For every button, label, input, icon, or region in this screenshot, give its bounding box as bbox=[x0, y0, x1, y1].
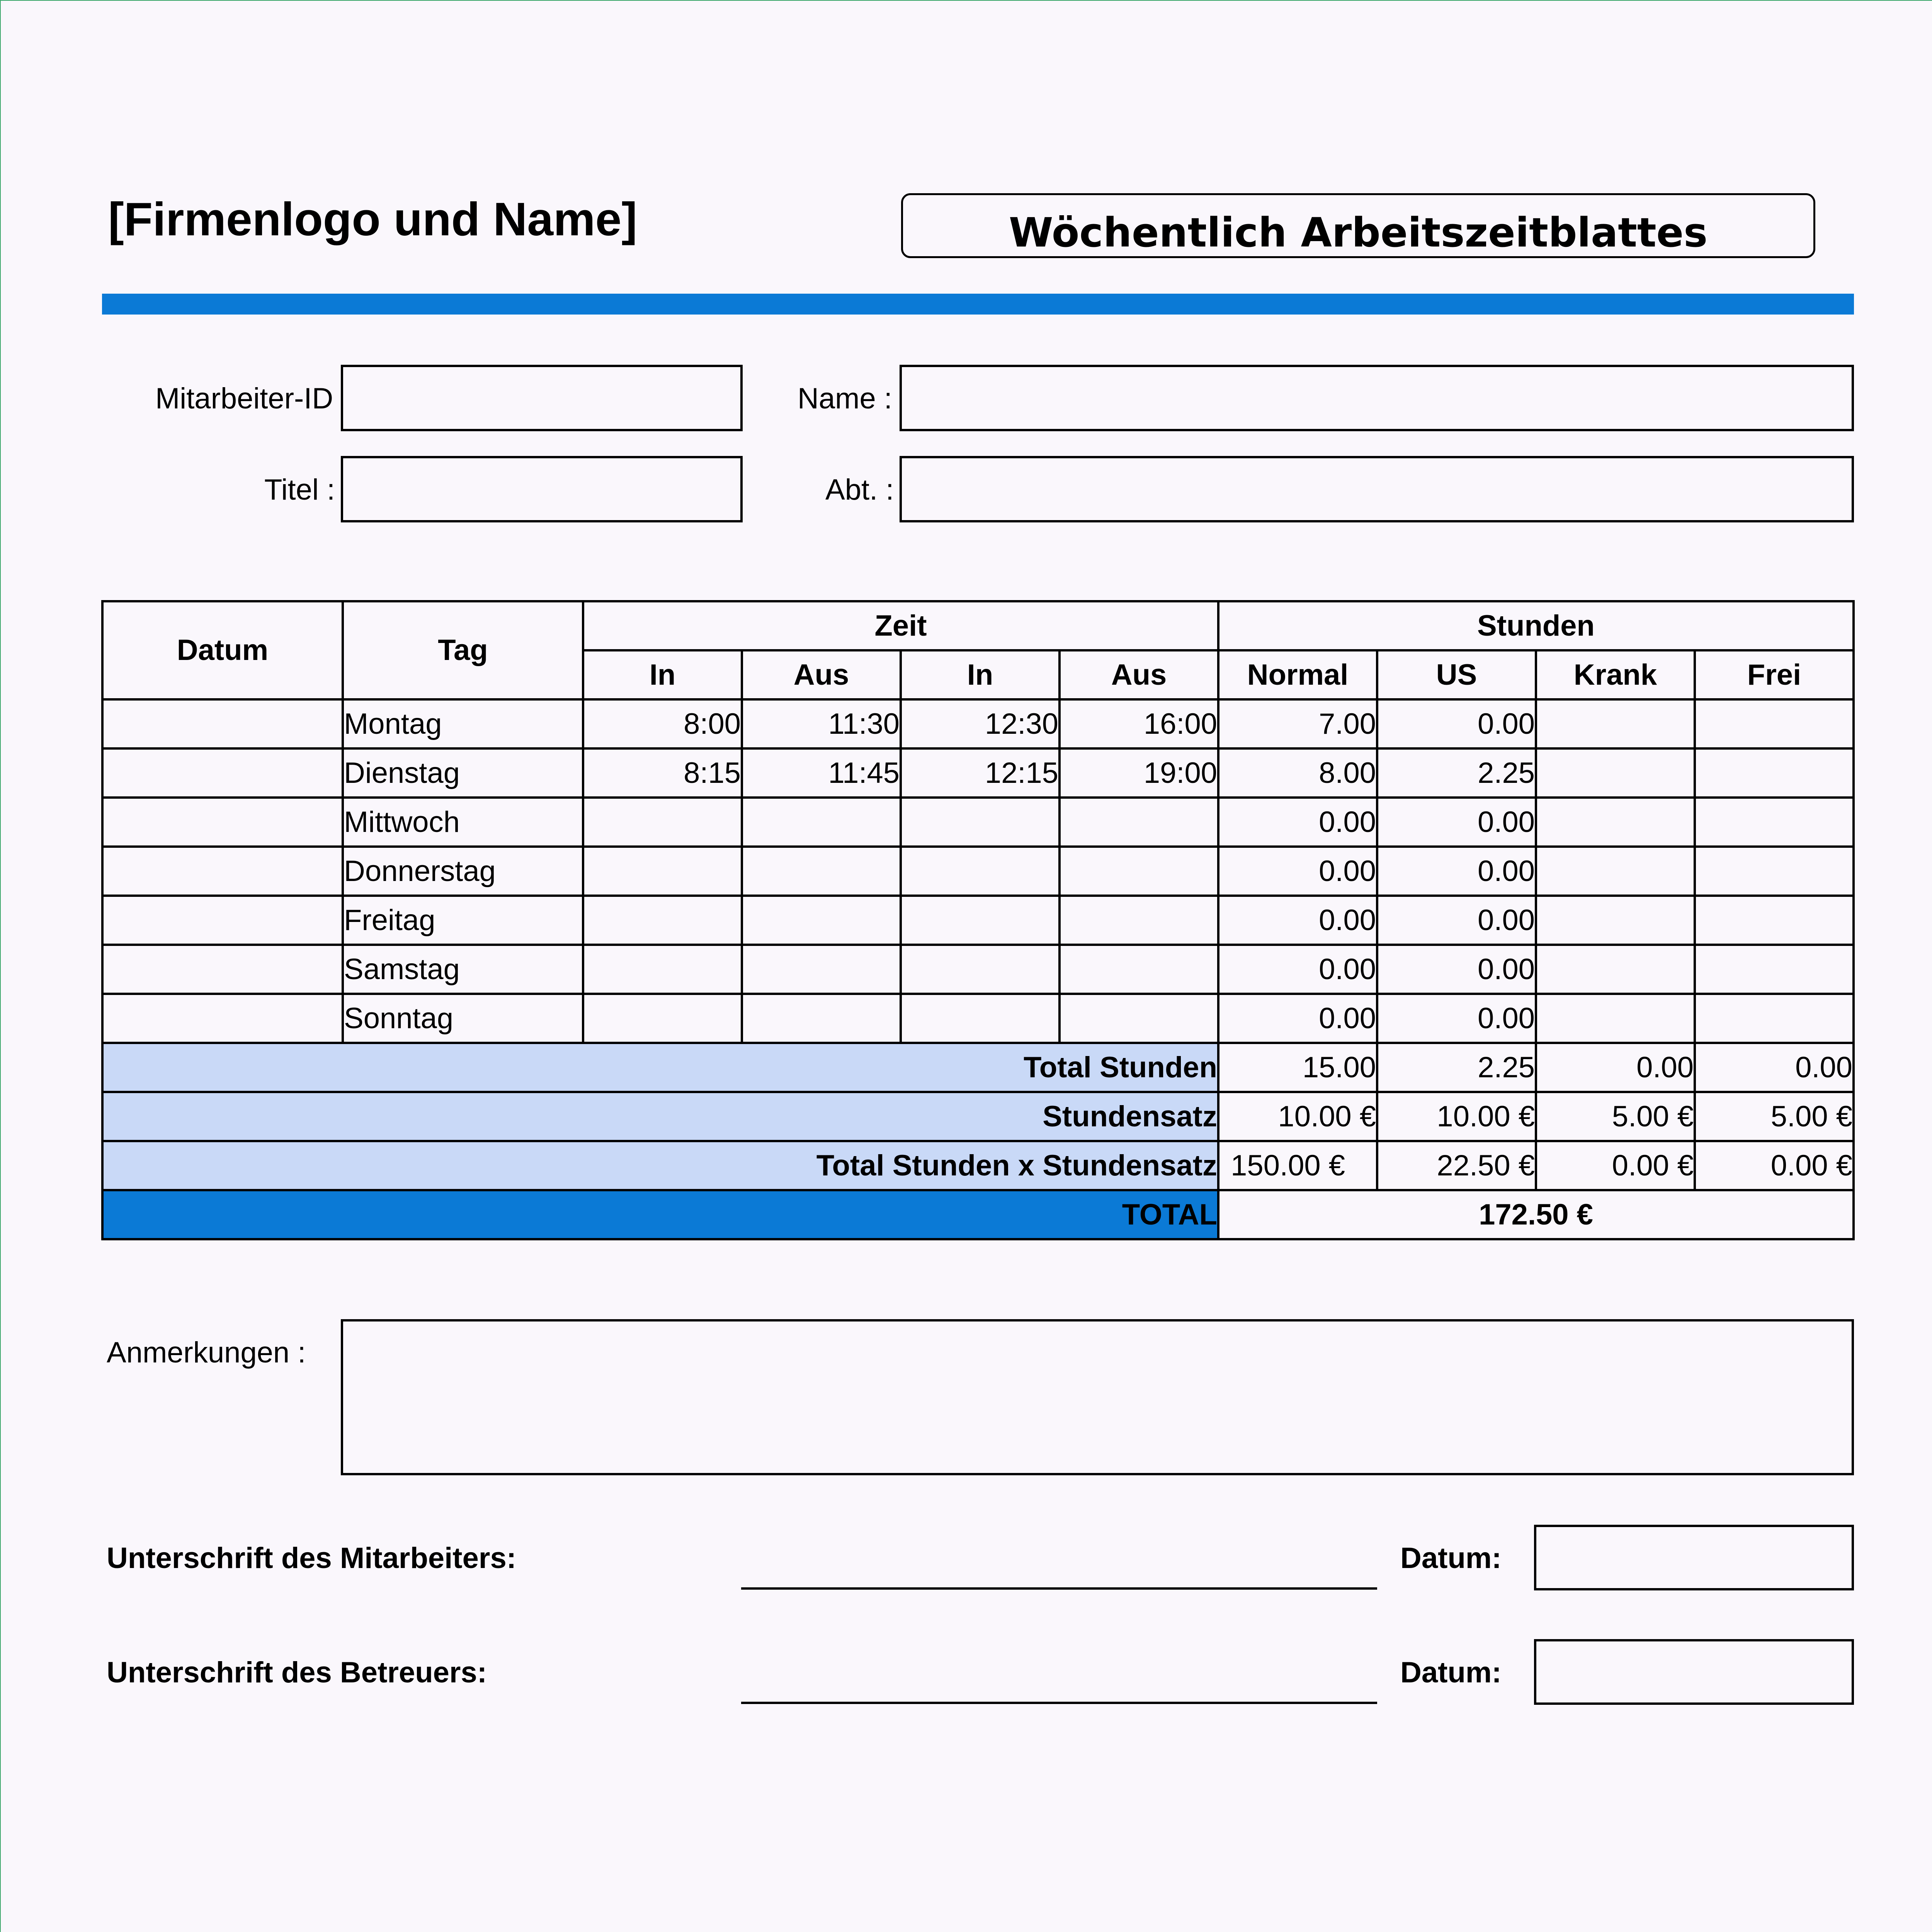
group-header-stunden: Stunden bbox=[1218, 601, 1854, 650]
column-header-krank: Krank bbox=[1536, 650, 1695, 699]
timesheet-table bbox=[101, 600, 1855, 1240]
time-in-2-cell[interactable] bbox=[901, 798, 1060, 847]
employee-id-field[interactable] bbox=[341, 365, 743, 431]
column-header-frei: Frei bbox=[1695, 650, 1854, 699]
time-in-1-cell[interactable]: 8:00 bbox=[583, 699, 742, 748]
column-header-aus-2: Aus bbox=[1060, 650, 1218, 699]
hours-us-cell: 0.00 bbox=[1377, 994, 1536, 1043]
date-cell[interactable] bbox=[102, 994, 343, 1043]
summary-krank-cell[interactable]: 5.00 € bbox=[1536, 1092, 1695, 1141]
grand-total-value: 172.50 € bbox=[1218, 1190, 1854, 1239]
group-header-zeit: Zeit bbox=[583, 601, 1218, 650]
hours-frei-cell[interactable] bbox=[1695, 896, 1854, 945]
date-cell[interactable] bbox=[102, 896, 343, 945]
table-row bbox=[102, 699, 1854, 748]
title-label: Titel : bbox=[264, 473, 335, 506]
time-in-1-cell[interactable] bbox=[583, 945, 742, 994]
title-field[interactable] bbox=[341, 456, 743, 522]
hours-us-cell: 0.00 bbox=[1377, 847, 1536, 896]
hours-us-cell: 0.00 bbox=[1377, 896, 1536, 945]
department-label: Abt. : bbox=[825, 473, 894, 506]
day-cell: Samstag bbox=[343, 945, 583, 994]
summary-us-cell[interactable]: 10.00 € bbox=[1377, 1092, 1536, 1141]
day-cell: Montag bbox=[343, 699, 583, 748]
time-in-2-cell[interactable] bbox=[901, 994, 1060, 1043]
summary-krank-cell: 0.00 € bbox=[1536, 1141, 1695, 1190]
notes-label: Anmerkungen : bbox=[107, 1336, 306, 1369]
column-header-in-2: In bbox=[901, 650, 1060, 699]
hours-us-cell: 0.00 bbox=[1377, 798, 1536, 847]
time-out-2-cell[interactable] bbox=[1060, 847, 1218, 896]
summary-row-total-hours bbox=[102, 1043, 1854, 1092]
date-cell[interactable] bbox=[102, 847, 343, 896]
summary-label: Total Stunden x Stundensatz bbox=[102, 1141, 1218, 1190]
table-row bbox=[102, 847, 1854, 896]
company-logo-name: [Firmenlogo und Name] bbox=[108, 193, 638, 245]
hours-frei-cell[interactable] bbox=[1695, 945, 1854, 994]
date-cell[interactable] bbox=[102, 748, 343, 798]
date-cell[interactable] bbox=[102, 798, 343, 847]
date-cell[interactable] bbox=[102, 699, 343, 748]
time-in-2-cell[interactable]: 12:15 bbox=[901, 748, 1060, 798]
time-out-2-cell[interactable] bbox=[1060, 994, 1218, 1043]
supervisor-date-label: Datum: bbox=[1400, 1656, 1502, 1689]
column-header-tag: Tag bbox=[343, 601, 583, 699]
hours-krank-cell[interactable] bbox=[1536, 847, 1695, 896]
summary-label: Stundensatz bbox=[102, 1092, 1218, 1141]
employee-signature-line[interactable] bbox=[741, 1587, 1377, 1590]
hours-krank-cell[interactable] bbox=[1536, 945, 1695, 994]
employee-id-label: Mitarbeiter-ID bbox=[155, 382, 333, 415]
time-out-2-cell[interactable]: 16:00 bbox=[1060, 699, 1218, 748]
hours-frei-cell[interactable] bbox=[1695, 847, 1854, 896]
hours-us-cell: 0.00 bbox=[1377, 699, 1536, 748]
summary-us-cell: 2.25 bbox=[1377, 1043, 1536, 1092]
table-row bbox=[102, 748, 1854, 798]
document-title: Wöchentlich Arbeitszeitblattes bbox=[901, 193, 1815, 258]
time-out-1-cell[interactable] bbox=[742, 798, 901, 847]
hours-krank-cell[interactable] bbox=[1536, 748, 1695, 798]
time-out-2-cell[interactable]: 19:00 bbox=[1060, 748, 1218, 798]
summary-us-cell: 22.50 € bbox=[1377, 1141, 1536, 1190]
hours-normal-cell: 7.00 bbox=[1218, 699, 1377, 748]
time-in-1-cell[interactable] bbox=[583, 798, 742, 847]
hours-us-cell: 0.00 bbox=[1377, 945, 1536, 994]
hours-frei-cell[interactable] bbox=[1695, 699, 1854, 748]
day-cell: Dienstag bbox=[343, 748, 583, 798]
table-row bbox=[102, 945, 1854, 994]
summary-row-amount bbox=[102, 1141, 1854, 1190]
time-in-2-cell[interactable]: 12:30 bbox=[901, 699, 1060, 748]
time-in-2-cell[interactable] bbox=[901, 847, 1060, 896]
grand-total-row bbox=[102, 1190, 1854, 1239]
hours-normal-cell: 0.00 bbox=[1218, 945, 1377, 994]
hours-us-cell: 2.25 bbox=[1377, 748, 1536, 798]
time-out-2-cell[interactable] bbox=[1060, 798, 1218, 847]
column-header-us: US bbox=[1377, 650, 1536, 699]
column-header-datum: Datum bbox=[102, 601, 343, 699]
name-field[interactable] bbox=[900, 365, 1854, 431]
hours-frei-cell[interactable] bbox=[1695, 748, 1854, 798]
employee-signature-label: Unterschrift des Mitarbeiters: bbox=[107, 1542, 517, 1575]
time-in-1-cell[interactable]: 8:15 bbox=[583, 748, 742, 798]
hours-normal-cell: 0.00 bbox=[1218, 896, 1377, 945]
time-in-2-cell[interactable] bbox=[901, 945, 1060, 994]
column-header-normal: Normal bbox=[1218, 650, 1377, 699]
hours-frei-cell[interactable] bbox=[1695, 994, 1854, 1043]
hours-krank-cell[interactable] bbox=[1536, 699, 1695, 748]
time-out-1-cell[interactable] bbox=[742, 847, 901, 896]
time-out-2-cell[interactable] bbox=[1060, 896, 1218, 945]
table-row bbox=[102, 994, 1854, 1043]
hours-normal-cell: 0.00 bbox=[1218, 994, 1377, 1043]
time-out-1-cell[interactable] bbox=[742, 994, 901, 1043]
table-row bbox=[102, 798, 1854, 847]
header-divider bbox=[102, 294, 1854, 315]
summary-normal-cell: 15.00 bbox=[1218, 1043, 1377, 1092]
hours-krank-cell[interactable] bbox=[1536, 994, 1695, 1043]
day-cell: Donnerstag bbox=[343, 847, 583, 896]
time-in-1-cell[interactable] bbox=[583, 847, 742, 896]
day-cell: Sonntag bbox=[343, 994, 583, 1043]
hours-normal-cell: 0.00 bbox=[1218, 798, 1377, 847]
day-cell: Mittwoch bbox=[343, 798, 583, 847]
column-header-aus-1: Aus bbox=[742, 650, 901, 699]
hours-frei-cell[interactable] bbox=[1695, 798, 1854, 847]
date-cell[interactable] bbox=[102, 945, 343, 994]
summary-frei-cell[interactable]: 5.00 € bbox=[1695, 1092, 1854, 1141]
summary-label: Total Stunden bbox=[102, 1043, 1218, 1092]
name-label: Name : bbox=[798, 382, 892, 415]
table-row bbox=[102, 896, 1854, 945]
time-out-1-cell[interactable] bbox=[742, 945, 901, 994]
hours-krank-cell[interactable] bbox=[1536, 798, 1695, 847]
employee-date-label: Datum: bbox=[1400, 1542, 1502, 1575]
column-header-in-1: In bbox=[583, 650, 742, 699]
supervisor-signature-line[interactable] bbox=[741, 1702, 1377, 1704]
time-in-2-cell[interactable] bbox=[901, 896, 1060, 945]
day-cell: Freitag bbox=[343, 896, 583, 945]
time-out-1-cell[interactable]: 11:30 bbox=[742, 699, 901, 748]
hours-krank-cell[interactable] bbox=[1536, 896, 1695, 945]
summary-row-hourly-rate bbox=[102, 1092, 1854, 1141]
summary-normal-cell: 150.00 € bbox=[1218, 1141, 1377, 1190]
hours-normal-cell: 8.00 bbox=[1218, 748, 1377, 798]
grand-total-label: TOTAL bbox=[102, 1190, 1218, 1239]
summary-frei-cell: 0.00 € bbox=[1695, 1141, 1854, 1190]
summary-krank-cell: 0.00 bbox=[1536, 1043, 1695, 1092]
header-row-top bbox=[102, 601, 1854, 650]
time-out-1-cell[interactable] bbox=[742, 896, 901, 945]
hours-normal-cell: 0.00 bbox=[1218, 847, 1377, 896]
time-out-1-cell[interactable]: 11:45 bbox=[742, 748, 901, 798]
time-in-1-cell[interactable] bbox=[583, 896, 742, 945]
time-out-2-cell[interactable] bbox=[1060, 945, 1218, 994]
supervisor-signature-label: Unterschrift des Betreuers: bbox=[107, 1656, 487, 1689]
summary-frei-cell: 0.00 bbox=[1695, 1043, 1854, 1092]
time-in-1-cell[interactable] bbox=[583, 994, 742, 1043]
department-field[interactable] bbox=[900, 456, 1854, 522]
summary-normal-cell[interactable]: 10.00 € bbox=[1218, 1092, 1377, 1141]
employee-date-field[interactable] bbox=[1534, 1525, 1854, 1590]
supervisor-date-field[interactable] bbox=[1534, 1639, 1854, 1705]
notes-field[interactable] bbox=[341, 1319, 1854, 1475]
